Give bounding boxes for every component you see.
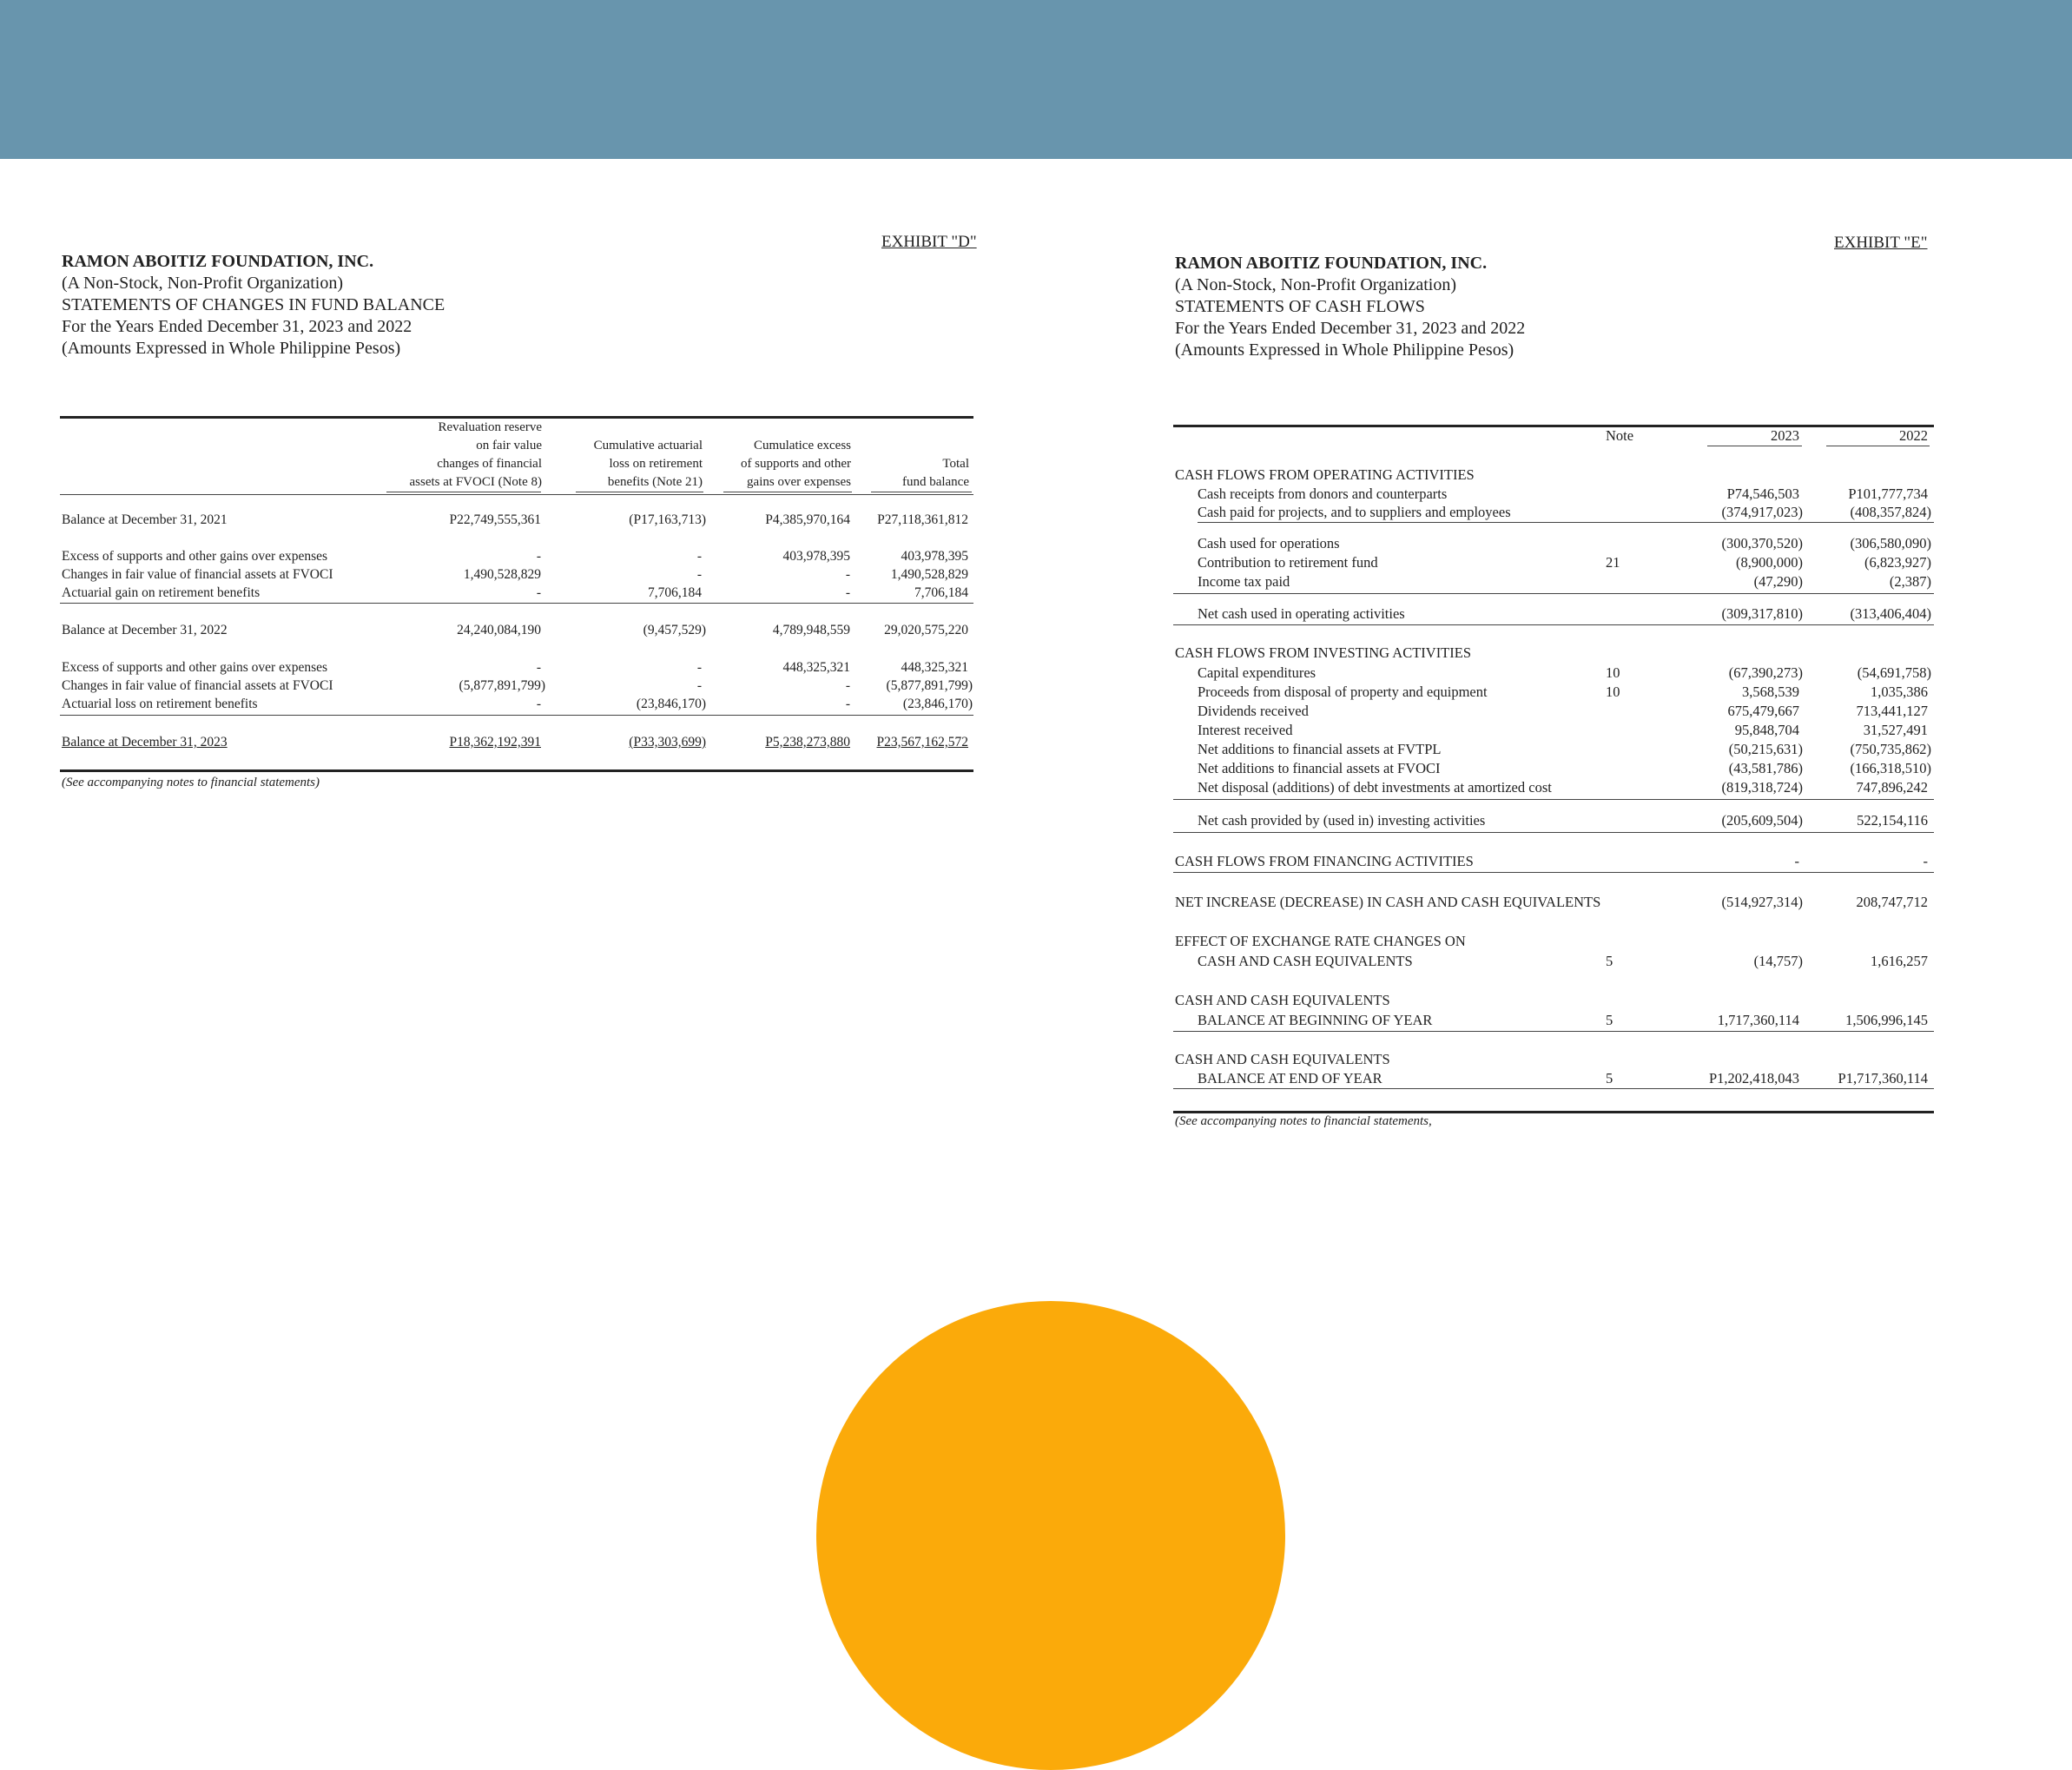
left-statement-header [62, 251, 445, 360]
cf-bottom-rule [1173, 1111, 1934, 1113]
exhibit-d-label: EXHIBIT "D" [881, 233, 977, 251]
exhibit-e-label: EXHIBIT "E" [1834, 234, 1928, 252]
top-banner [0, 0, 2072, 159]
table-bottom-rule [60, 769, 973, 772]
col-header-actuarial: Cumulative actuarial loss on retirement benefits (Note 21) [593, 439, 703, 489]
col-header-note: Note [1606, 427, 1634, 444]
col-header-total: Total fund balance [901, 457, 969, 489]
left-period: For the Years Ended December 31, 2023 and 2022 [62, 317, 412, 336]
left-footnote: (See accompanying notes to financial statements) [62, 776, 320, 789]
col-header-2023: 2023 [1771, 427, 1799, 444]
right-statement-title: STATEMENTS OF CASH FLOWS [1175, 297, 1425, 316]
left-org-type: (A Non-Stock, Non-Profit Organization) [62, 274, 344, 293]
col-header-excess: Cumulatice excess of supports and other gains over expenses [740, 439, 851, 489]
left-currency-note: (Amounts Expressed in Whole Philippine Pesos) [62, 339, 401, 358]
right-footnote: (See accompanying notes to financial statements, [1175, 1114, 1432, 1128]
col-header-2022: 2022 [1899, 427, 1928, 444]
right-org-name: RAMON ABOITIZ FOUNDATION, INC. [1175, 254, 1488, 273]
col-header-revaluation: Revaluation reserve on fair value changes of financial assets at FVOCI (Note 8) [409, 420, 542, 489]
left-org-name: RAMON ABOITIZ FOUNDATION, INC. [62, 252, 374, 271]
right-period: For the Years Ended December 31, 2023 and 2022 [1175, 319, 1526, 338]
right-org-type: (A Non-Stock, Non-Profit Organization) [1175, 275, 1457, 294]
cf-top-rule [1173, 425, 1934, 427]
right-currency-note: (Amounts Expressed in Whole Philippine Pesos) [1175, 340, 1514, 360]
right-statement-header [1175, 253, 1525, 361]
left-statement-title: STATEMENTS OF CHANGES IN FUND BALANCE [62, 295, 445, 314]
decorative-half-circle [816, 1301, 1285, 1770]
